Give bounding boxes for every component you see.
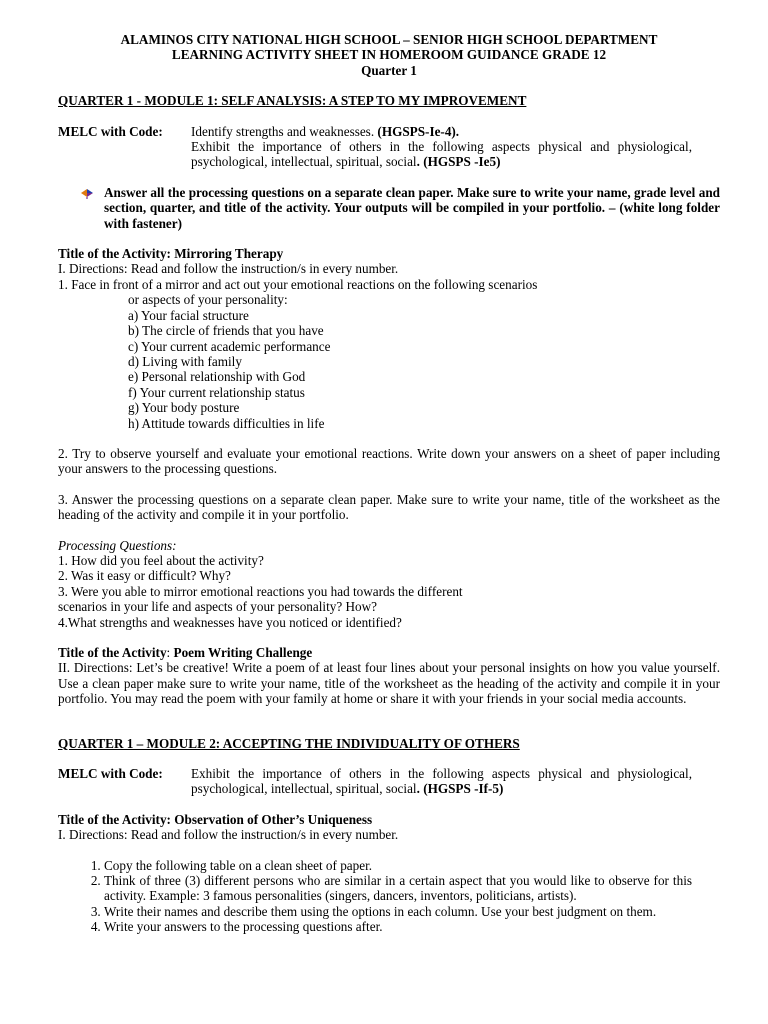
module2-activity-label: Title of the Activity:: [58, 811, 175, 827]
melc-label: MELC with Code:: [58, 766, 163, 782]
list-item: 2. Was it easy or difficult? Why?: [58, 568, 231, 584]
list-item: 2. Think of three (3) different persons who are similar in a certain aspect that you would like to observe for this activity. Example: 3 famous personalities (singers, dancers, inventors, politicians, artists).: [104, 873, 720, 904]
module1-title: QUARTER 1 - MODULE 1: SELF ANALYSIS: A STEP TO MY IMPROVEMENT: [58, 93, 527, 109]
activity2-colon: :: [166, 645, 174, 660]
activity1-title: [58, 246, 720, 261]
activity1-step3: 3. Answer the processing questions on a separate clean paper. Make sure to write your name, title of the worksheet as the heading of the activity and compile it in your portfolio.: [58, 491, 720, 523]
module2-title: QUARTER 1 – MODULE 2: ACCEPTING THE INDIVIDUALITY OF OTHERS: [58, 735, 520, 751]
melc-text-2: Exhibit the importance of others in the following aspects physical and physiological, psychological, intellectual, spiritual, social: [191, 139, 692, 170]
school-name: ALAMINOS CITY NATIONAL HIGH SCHOOL – SENIOR HIGH SCHOOL DEPARTMENT: [120, 32, 658, 47]
list-item: 1. How did you feel about the activity?: [58, 552, 264, 568]
module2-activity-title: [58, 812, 720, 827]
quarter-label: Quarter 1: [361, 62, 417, 78]
school-header: [58, 32, 720, 78]
list-item: 4.What strengths and weaknesses have you noticed or identified?: [58, 614, 402, 630]
pushpin-bullet-icon: [80, 185, 104, 231]
instruction-text: Answer all the processing questions on a separate clean paper. Make sure to write your name, grade level and section, quarter, and title of the activity. Your outputs will be compiled in your portfolio. – (white long folder with fastener): [104, 184, 720, 231]
activity1-directions: I. Directions: Read and follow the instruction/s in every number.: [58, 261, 399, 277]
document-page: [58, 32, 720, 935]
list-item: 4. Write your answers to the processing questions after.: [104, 919, 720, 934]
melc-label: MELC with Code:: [58, 123, 163, 139]
activity1-step2: 2. Try to observe yourself and evaluate your emotional reactions. Write down your answers on a sheet of paper including your answers to the processing questions.: [58, 445, 720, 477]
list-item: d) Living with family: [128, 353, 242, 369]
module2-steps: [58, 858, 720, 935]
list-item: a) Your facial structure: [128, 307, 249, 323]
melc-code: . (HGSPS -If-5): [416, 781, 504, 797]
activity1-label: Title of the Activity:: [58, 246, 175, 262]
activity2-label: Title of the Activity: [58, 645, 167, 660]
processing-questions: [58, 553, 720, 630]
list-item: b) The circle of friends that you have: [128, 323, 324, 339]
melc-code-1: (HGSPS-Ie-4).: [377, 123, 460, 139]
list-item: f) Your current relationship status: [128, 384, 305, 400]
list-item: 3. Were you able to mirror emotional reactions you had towards the different: [58, 583, 463, 599]
activity1-step1-cont: or aspects of your personality:: [128, 292, 288, 308]
module2-activity-name: Observation of Other’s Uniqueness: [174, 811, 373, 827]
list-item: g) Your body posture: [128, 400, 240, 416]
list-item: 1. Copy the following table on a clean sheet of paper.: [104, 858, 720, 873]
activity2-title: [58, 645, 720, 660]
module2-melc: [58, 766, 720, 797]
list-item: scenarios in your life and aspects of your personality? How?: [58, 599, 377, 615]
list-item: e) Personal relationship with God: [128, 369, 306, 385]
melc-code-2: . (HGSPS -Ie5): [416, 154, 501, 170]
activity1-name: Mirroring Therapy: [174, 246, 284, 262]
activity2-name: Poem Writing Challenge: [173, 645, 313, 660]
melc-text: Exhibit the importance of others in the following aspects physical and physiological, psychological, intellectual, spiritual, social: [191, 766, 692, 797]
sheet-title: LEARNING ACTIVITY SHEET IN HOMEROOM GUIDANCE GRADE 12: [171, 47, 607, 63]
module1-melc: [58, 124, 720, 170]
activity1-step1: 1. Face in front of a mirror and act out your emotional reactions on the following scenarios: [58, 276, 538, 292]
melc-text-1: Identify strengths and weaknesses.: [191, 123, 378, 139]
module2-directions: I. Directions: Read and follow the instruction/s in every number.: [58, 827, 399, 843]
list-item: h) Attitude towards difficulties in life: [128, 415, 325, 431]
list-item: c) Your current academic performance: [128, 338, 331, 354]
list-item: 3. Write their names and describe them using the options in each column. Use your best judgment on them.: [104, 904, 720, 919]
processing-questions-label: Processing Questions:: [58, 537, 177, 553]
activity2-directions: II. Directions: Let’s be creative! Write a poem of at least four lines about your personal insights on how you value yourself. Use a clean paper make sure to write your name, title of the worksheet as the heading of the activity and compile it in your portfolio. You may read the poem with your family at home or share it with your friends in your social media accounts.: [58, 660, 720, 707]
instruction-bullet: [58, 185, 720, 231]
scenario-list: [58, 308, 720, 431]
